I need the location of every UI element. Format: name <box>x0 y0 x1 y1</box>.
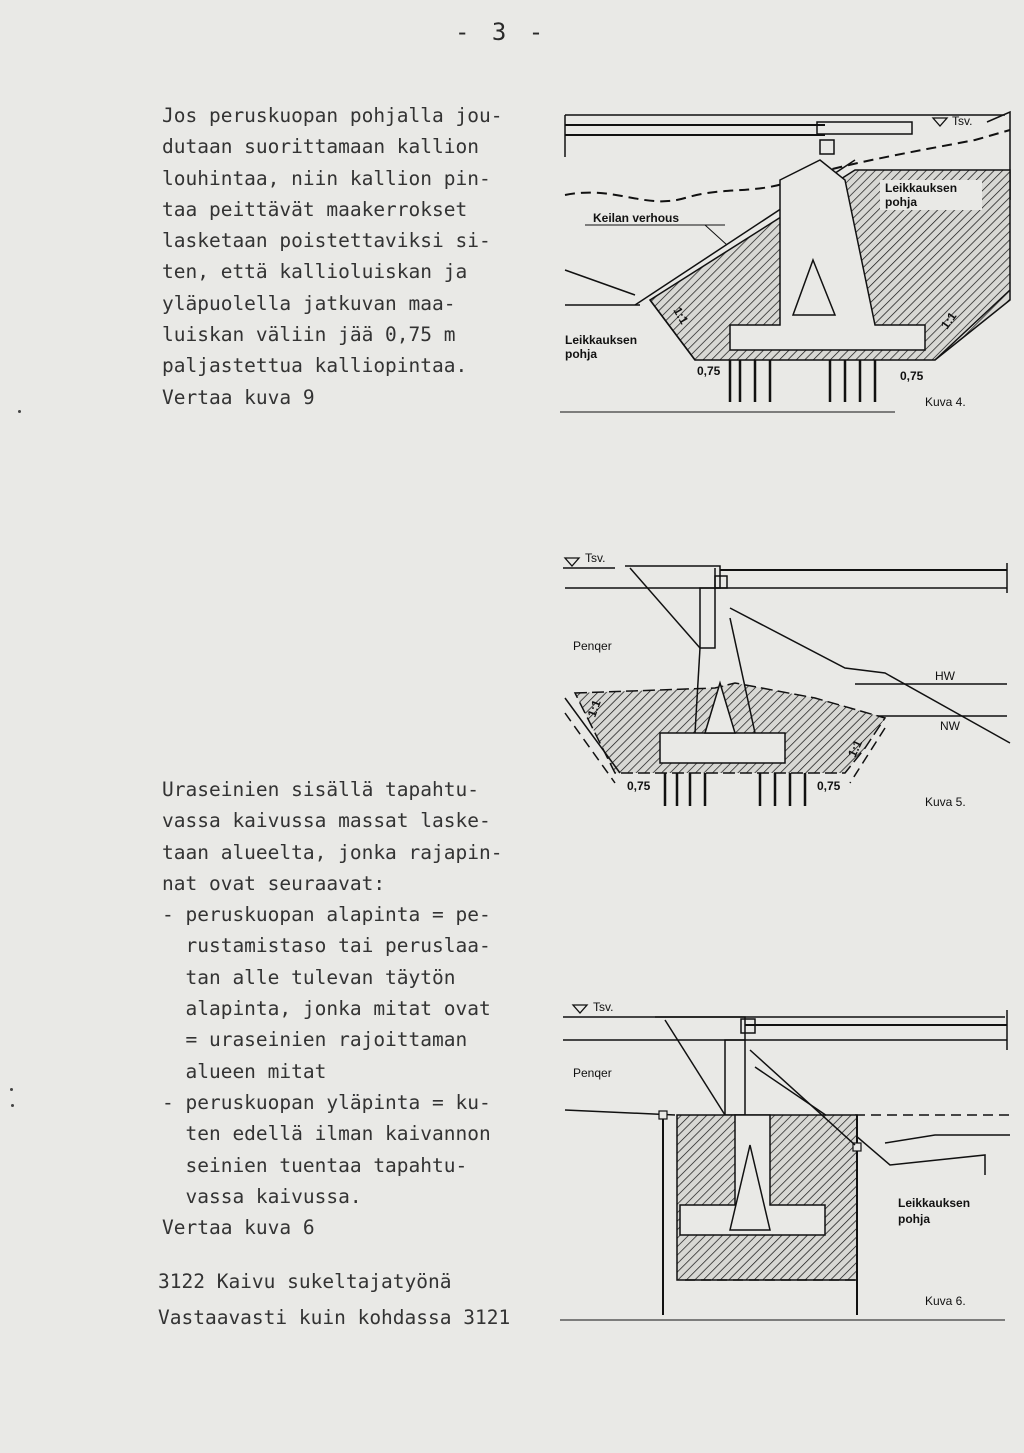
fig4-label-cut-base-left-line1: Leikkauksen <box>565 333 638 347</box>
paragraph2-line: nat ovat seuraavat: <box>162 871 386 895</box>
paragraph2-line: seinien tuentaa tapahtu- <box>162 1153 468 1177</box>
paragraph2-line: vassa kaivussa. <box>162 1184 362 1208</box>
paragraph2-line: = uraseinien rajoittaman <box>162 1028 468 1052</box>
paragraph1-line: paljastettua kalliopintaa. <box>162 354 468 378</box>
paragraph1-line: Vertaa kuva 9 <box>162 385 315 409</box>
fig5-dim-left: 0,75 <box>627 779 651 793</box>
margin-mark <box>11 1104 14 1107</box>
paragraph2-line: alueen mitat <box>162 1059 327 1083</box>
figure-5-diagram <box>555 548 1020 818</box>
page-number: - 3 - <box>455 18 548 46</box>
paragraph2-line: vassa kaivussa massat laske- <box>162 809 491 833</box>
paragraph1-line: ten, että kallioluiskan ja <box>162 260 468 284</box>
fig4-label-cone-cladding: Keilan verhous <box>593 211 680 225</box>
fig5-slope-left: 1:1 <box>584 697 604 720</box>
paragraph1-line: dutaan suorittamaan kallion <box>162 135 479 159</box>
paragraph2-line: Vertaa kuva 6 <box>162 1216 315 1240</box>
fig5-embankment: Penqer <box>573 639 612 653</box>
fig6-label-cut-base-line1: Leikkauksen <box>898 1196 971 1210</box>
fig4-slope-left: 1:1 <box>670 304 692 327</box>
fig5-low-water: NW <box>940 719 960 733</box>
section-body-3122: Vastaavasti kuin kohdassa 3121 <box>158 1306 511 1329</box>
paragraph2-line: - peruskuopan yläpinta = ku- <box>162 1090 491 1114</box>
fig5-slope-right: 1:1 <box>845 737 866 760</box>
fig4-label-cut-base-top-line1: Leikkauksen <box>885 181 958 195</box>
fig4-water-level: Tsv. <box>952 114 973 128</box>
paragraph2-line: rustamistaso tai peruslaa- <box>162 934 491 958</box>
paragraph1-line: lasketaan poistettaviksi si- <box>162 229 491 253</box>
fig4-label-cut-base-top-line2: pohja <box>885 195 917 209</box>
fig4-caption: Kuva 4. <box>925 395 966 409</box>
paragraph1-line: luiskan väliin jää 0,75 m <box>162 323 456 347</box>
fig5-high-water: HW <box>935 669 955 683</box>
paragraph-rock-excavation <box>162 100 502 413</box>
fig4-slope-right: 1:1 <box>937 309 960 332</box>
paragraph2-line: Uraseinien sisällä tapahtu- <box>162 778 479 801</box>
fig4-dim-left: 0,75 <box>697 364 721 378</box>
margin-mark <box>10 1088 13 1091</box>
paragraph1-line: yläpuolella jatkuvan maa- <box>162 291 456 315</box>
fig5-dim-right: 0,75 <box>817 779 841 793</box>
fig6-water-level: Tsv. <box>593 1000 614 1014</box>
paragraph1-line: Jos peruskuopan pohjalla jou- <box>162 104 503 127</box>
paragraph-slurry-wall-excavation <box>162 774 502 1243</box>
section-heading-3122: 3122 Kaivu sukeltajatyönä <box>158 1270 452 1293</box>
figure-4-diagram <box>555 100 1020 420</box>
paragraph2-line: ten edellä ilman kaivannon <box>162 1122 491 1146</box>
paragraph2-line: tan alle tulevan täytön <box>162 965 456 989</box>
paragraph1-line: taa peittävät maakerrokset <box>162 197 468 221</box>
fig6-caption: Kuva 6. <box>925 1294 966 1308</box>
fig5-caption: Kuva 5. <box>925 795 966 809</box>
figure-6-diagram <box>555 995 1020 1325</box>
margin-mark <box>18 410 21 413</box>
fig6-label-cut-base-line2: pohja <box>898 1212 930 1226</box>
fig4-dim-right: 0,75 <box>900 369 924 383</box>
fig5-water-level: Tsv. <box>585 551 606 565</box>
paragraph1-line: louhintaa, niin kallion pin- <box>162 166 491 190</box>
fig6-embankment: Penqer <box>573 1066 612 1080</box>
paragraph2-line: alapinta, jonka mitat ovat <box>162 997 491 1021</box>
paragraph2-line: - peruskuopan alapinta = pe- <box>162 903 491 927</box>
paragraph2-line: taan alueelta, jonka rajapin- <box>162 840 503 864</box>
fig4-label-cut-base-left-line2: pohja <box>565 347 597 361</box>
